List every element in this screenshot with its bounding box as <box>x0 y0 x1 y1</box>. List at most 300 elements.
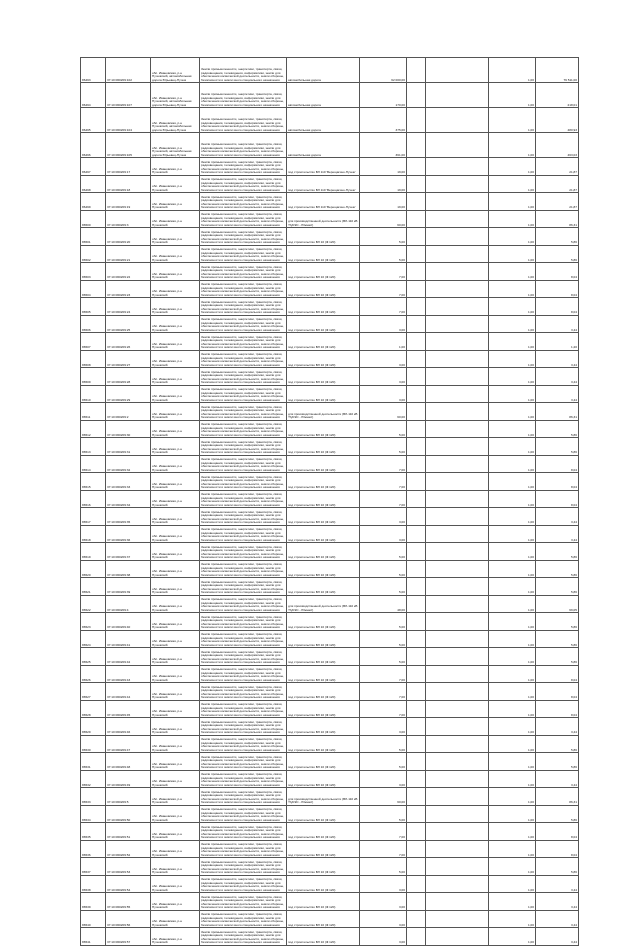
permitted-use-cell: под строительство ВЛ 10 (Ф 120) <box>287 385 360 403</box>
coefficient-cell: 1,00 <box>489 403 536 421</box>
row-number-cell: 86494 <box>81 83 106 108</box>
empty-cell <box>426 578 489 596</box>
row-number-cell: 86527 <box>81 683 106 701</box>
land-category-cell: Земли промышленности, энергетики, транспорта, связи, радиовещания, телевидения, информатики, земли для обеспечения космической деятельности, земли обороны, безопасности и земли иного специального назначения <box>200 700 287 718</box>
empty-cell <box>407 665 426 683</box>
empty-cell <box>407 420 426 438</box>
empty-cell <box>426 910 489 928</box>
cadastral-number-cell: 37:10:060209:36 <box>106 525 151 543</box>
coefficient-cell: 1,00 <box>489 333 536 351</box>
address-cell: обл. Ивановская, р-н Пучежский <box>151 560 200 578</box>
land-category-cell: Земли промышленности, энергетики, транспорта, связи, радиовещания, телевидения, информатики, земли для обеспечения космической деятельности, земли обороны, безопасности и земли иного специального назначения <box>200 770 287 788</box>
table-row <box>81 333 579 351</box>
address-cell: обл. Ивановская, р-н Пучежский <box>151 333 200 351</box>
row-number-cell: 86530 <box>81 735 106 753</box>
cadastral-number-cell: 37:10:060209:43 <box>106 665 151 683</box>
empty-cell <box>426 683 489 701</box>
table-row <box>81 770 579 788</box>
total-value-cell: 5,86 <box>536 578 579 596</box>
table-body <box>81 58 579 946</box>
cadastral-number-cell: 37:10:060209:42 <box>106 648 151 666</box>
land-category-cell: Земли промышленности, энергетики, транспорта, связи, радиовещания, телевидения, информатики, земли для обеспечения космической деятельности, земли обороны, безопасности и земли иного специального назначения <box>200 83 287 108</box>
table-row <box>81 928 579 946</box>
land-category-cell: Земли промышленности, энергетики, транспорта, связи, радиовещания, телевидения, информатики, земли для обеспечения космической деятельности, земли обороны, безопасности и земли иного специального назначения <box>200 175 287 193</box>
land-category-cell: Земли промышленности, энергетики, транспорта, связи, радиовещания, телевидения, информатики, земли для обеспечения космической деятельности, земли обороны, безопасности и земли иного специального назначения <box>200 350 287 368</box>
area-cell: 5,00 <box>360 560 407 578</box>
coefficient-cell: 1,00 <box>489 263 536 281</box>
cadastral-number-cell: 37:10:060209:44 <box>106 683 151 701</box>
empty-cell <box>426 543 489 561</box>
row-number-cell: 86539 <box>81 893 106 911</box>
land-category-cell: Земли промышленности, энергетики, транспорта, связи, радиовещания, телевидения, информатики, земли для обеспечения космической деятельности, земли обороны, безопасности и земли иного специального назначения <box>200 58 287 83</box>
total-value-cell: 5,86 <box>536 735 579 753</box>
land-category-cell: Земли промышленности, энергетики, транспорта, связи, радиовещания, телевидения, информатики, земли для обеспечения космической деятельности, земли обороны, безопасности и земли иного специального назначения <box>200 840 287 858</box>
coefficient-cell: 1,00 <box>489 578 536 596</box>
address-cell: обл. Ивановская, р-н Пучежский <box>151 788 200 806</box>
permitted-use-cell: под строительство ВЛ 10 (Ф 120) <box>287 805 360 823</box>
area-cell: 3,00 <box>360 893 407 911</box>
coefficient-cell: 1,00 <box>489 753 536 771</box>
address-cell: обл. Ивановская, р-н Пучежский, автомобильная дорога Юрьевец-Пучеж <box>151 133 200 158</box>
empty-cell <box>407 473 426 491</box>
empty-cell <box>426 298 489 316</box>
coefficient-cell: 1,00 <box>489 133 536 158</box>
permitted-use-cell: под строительство ВЛ 10 (Ф 120) <box>287 228 360 246</box>
empty-cell <box>407 718 426 736</box>
area-cell: 7,00 <box>360 823 407 841</box>
land-category-cell: Земли промышленности, энергетики, транспорта, связи, радиовещания, телевидения, информатики, земли для обеспечения космической деятельности, земли обороны, безопасности и земли иного специального назначения <box>200 910 287 928</box>
row-number-cell: 86516 <box>81 490 106 508</box>
area-cell: 60,00 <box>360 210 407 228</box>
area-cell: 361,00 <box>360 133 407 158</box>
address-cell: обл. Ивановская, р-н Пучежский <box>151 158 200 176</box>
area-cell: 3,00 <box>360 508 407 526</box>
cadastral-number-cell: 37:10:060209:53 <box>106 858 151 876</box>
empty-cell <box>426 700 489 718</box>
cadastral-number-cell: 37:10:060209:4 <box>106 595 151 613</box>
empty-cell <box>407 788 426 806</box>
total-value-cell: 3,44 <box>536 718 579 736</box>
empty-cell <box>407 490 426 508</box>
cadastral-number-cell: 37:10:060209:25 <box>106 315 151 333</box>
area-cell: 5,00 <box>360 753 407 771</box>
address-cell: обл. Ивановская, р-н Пучежский, автомобильная дорога Юрьевец-Пучеж <box>151 108 200 133</box>
address-cell: обл. Ивановская, р-н Пучежский <box>151 385 200 403</box>
area-cell: 7,00 <box>360 280 407 298</box>
cadastral-number-cell: 37:10:060209:18 <box>106 175 151 193</box>
land-category-cell: Земли промышленности, энергетики, транспорта, связи, радиовещания, телевидения, информатики, земли для обеспечения космической деятельности, земли обороны, безопасности и земли иного специального назначения <box>200 403 287 421</box>
empty-cell <box>426 263 489 281</box>
permitted-use-cell: под строительство ВЛ 10 (Ф 120) <box>287 770 360 788</box>
area-cell: 7,00 <box>360 665 407 683</box>
land-category-cell: Земли промышленности, энергетики, транспорта, связи, радиовещания, телевидения, информатики, земли для обеспечения космической деятельности, земли обороны, безопасности и земли иного специального назначения <box>200 385 287 403</box>
area-cell: 5,00 <box>360 245 407 263</box>
cadastral-number-cell: 37:10:060209:45 <box>106 700 151 718</box>
empty-cell <box>407 525 426 543</box>
total-value-cell: 5,86 <box>536 805 579 823</box>
area-cell: 7,00 <box>360 298 407 316</box>
empty-cell <box>407 403 426 421</box>
land-plot-table <box>80 57 577 946</box>
empty-cell <box>407 840 426 858</box>
land-category-cell: Земли промышленности, энергетики, транспорта, связи, радиовещания, телевидения, информатики, земли для обеспечения космической деятельности, земли обороны, безопасности и земли иного специального назначения <box>200 508 287 526</box>
empty-cell <box>407 280 426 298</box>
empty-cell <box>407 805 426 823</box>
coefficient-cell: 1,00 <box>489 193 536 211</box>
address-cell: обл. Ивановская, р-н Пучежский <box>151 368 200 386</box>
empty-cell <box>407 263 426 281</box>
area-cell: 7,00 <box>360 455 407 473</box>
empty-cell <box>407 700 426 718</box>
cadastral-number-cell: 37:10:060209:49 <box>106 770 151 788</box>
land-category-cell: Земли промышленности, энергетики, транспорта, связи, радиовещания, телевидения, информатики, земли для обеспечения космической деятельности, земли обороны, безопасности и земли иного специального назначения <box>200 245 287 263</box>
permitted-use-cell: под строительство ВЛ 10 (Ф 120) <box>287 665 360 683</box>
permitted-use-cell: под строительство ВЛ 10 (Ф 120) <box>287 473 360 491</box>
row-number-cell: 86506 <box>81 315 106 333</box>
empty-cell <box>426 58 489 83</box>
table-row <box>81 700 579 718</box>
cadastral-number-cell: 37:10:060209:21 <box>106 245 151 263</box>
land-category-cell: Земли промышленности, энергетики, транспорта, связи, радиовещания, телевидения, информатики, земли для обеспечения космической деятельности, земли обороны, безопасности и земли иного специального назначения <box>200 928 287 946</box>
empty-cell <box>426 333 489 351</box>
coefficient-cell: 1,00 <box>489 788 536 806</box>
address-cell: обл. Ивановская, р-н Пучежский <box>151 735 200 753</box>
address-cell: обл. Ивановская, р-н Пучежский <box>151 245 200 263</box>
area-cell: 7,00 <box>360 490 407 508</box>
land-category-cell: Земли промышленности, энергетики, транспорта, связи, радиовещания, телевидения, информатики, земли для обеспечения космической деятельности, земли обороны, безопасности и земли иного специального назначения <box>200 133 287 158</box>
land-category-cell: Земли промышленности, энергетики, транспорта, связи, радиовещания, телевидения, информатики, земли для обеспечения космической деятельности, земли обороны, безопасности и земли иного специального назначения <box>200 368 287 386</box>
land-category-cell: Земли промышленности, энергетики, транспорта, связи, радиовещания, телевидения, информатики, земли для обеспечения космической деятельности, земли обороны, безопасности и земли иного специального назначения <box>200 665 287 683</box>
permitted-use-cell: для производственной деятельности (ВЛ-110 кВ 'ПуКЭС - Южная') <box>287 788 360 806</box>
empty-cell <box>407 83 426 108</box>
cadastral-number-cell: 37:10:060209:46 <box>106 718 151 736</box>
empty-cell <box>407 893 426 911</box>
table-row <box>81 298 579 316</box>
coefficient-cell: 1,00 <box>489 315 536 333</box>
permitted-use-cell: под строительство ВЛ 10 (Ф 120) <box>287 368 360 386</box>
land-category-cell: Земли промышленности, энергетики, транспорта, связи, радиовещания, телевидения, информатики, земли для обеспечения космической деятельности, земли обороны, безопасности и земли иного специального назначения <box>200 683 287 701</box>
cadastral-number-cell: 37:10:060209:38 <box>106 560 151 578</box>
row-number-cell: 86498 <box>81 175 106 193</box>
empty-cell <box>407 315 426 333</box>
area-cell: 5,00 <box>360 630 407 648</box>
empty-cell <box>426 228 489 246</box>
total-value-cell: 69,05 <box>536 595 579 613</box>
coefficient-cell: 1,00 <box>489 630 536 648</box>
area-cell: 62 000,00 <box>360 58 407 83</box>
coefficient-cell: 1,00 <box>489 158 536 176</box>
empty-cell <box>407 735 426 753</box>
permitted-use-cell: под строительство ВЛ 10 (Ф 120) <box>287 333 360 351</box>
table-row <box>81 490 579 508</box>
table-row <box>81 858 579 876</box>
permitted-use-cell: под строительство ВЛ 10 (Ф 120) <box>287 315 360 333</box>
row-number-cell: 86493 <box>81 58 106 83</box>
area-cell: 60,00 <box>360 788 407 806</box>
area-cell: 3,00 <box>360 910 407 928</box>
table-row <box>81 753 579 771</box>
row-number-cell: 86528 <box>81 700 106 718</box>
total-value-cell: 5,86 <box>536 245 579 263</box>
coefficient-cell: 1,00 <box>489 210 536 228</box>
row-number-cell: 86537 <box>81 858 106 876</box>
total-value-cell: 3,44 <box>536 315 579 333</box>
area-cell: 3,00 <box>360 368 407 386</box>
empty-cell <box>426 508 489 526</box>
permitted-use-cell: для производственной деятельности (ВЛ-110 кВ 'ПуКЭС - Южная') <box>287 595 360 613</box>
empty-cell <box>426 718 489 736</box>
empty-cell <box>407 133 426 158</box>
total-value-cell: 3,44 <box>536 385 579 403</box>
empty-cell <box>426 840 489 858</box>
land-category-cell: Земли промышленности, энергетики, транспорта, связи, радиовещания, телевидения, информатики, земли для обеспечения космической деятельности, земли обороны, безопасности и земли иного специального назначения <box>200 858 287 876</box>
land-category-cell: Земли промышленности, энергетики, транспорта, связи, радиовещания, телевидения, информатики, земли для обеспечения космической деятельности, земли обороны, безопасности и земли иного специального назначения <box>200 560 287 578</box>
table-row <box>81 263 579 281</box>
permitted-use-cell: под строительство ВЛ 10 (Ф 120) <box>287 438 360 456</box>
coefficient-cell: 1,00 <box>489 840 536 858</box>
empty-cell <box>407 245 426 263</box>
row-number-cell: 86501 <box>81 228 106 246</box>
empty-cell <box>426 368 489 386</box>
table-row <box>81 403 579 421</box>
empty-cell <box>426 385 489 403</box>
table-row <box>81 613 579 631</box>
permitted-use-cell: под строительство ВЛ 10 (Ф 120) <box>287 298 360 316</box>
row-number-cell: 86495 <box>81 108 106 133</box>
row-number-cell: 86536 <box>81 840 106 858</box>
cadastral-number-cell: 37:10:060209:48 <box>106 753 151 771</box>
area-cell: 48,00 <box>360 595 407 613</box>
empty-cell <box>426 350 489 368</box>
area-cell: 5,00 <box>360 228 407 246</box>
land-category-cell: Земли промышленности, энергетики, транспорта, связи, радиовещания, телевидения, информатики, земли для обеспечения космической деятельности, земли обороны, безопасности и земли иного специального назначения <box>200 875 287 893</box>
row-number-cell: 86512 <box>81 420 106 438</box>
cadastral-number-cell: 37:10:060209:107 <box>106 83 151 108</box>
coefficient-cell: 1,00 <box>489 298 536 316</box>
cadastral-number-cell: 37:10:060209:57 <box>106 928 151 946</box>
cadastral-number-cell: 37:10:060209:31 <box>106 438 151 456</box>
total-value-cell: 3,44 <box>536 508 579 526</box>
row-number-cell: 86497 <box>81 158 106 176</box>
total-value-cell: 3,44 <box>536 875 579 893</box>
empty-cell <box>407 108 426 133</box>
coefficient-cell: 1,00 <box>489 543 536 561</box>
land-category-cell: Земли промышленности, энергетики, транспорта, связи, радиовещания, телевидения, информатики, земли для обеспечения космической деятельности, земли обороны, безопасности и земли иного специального назначения <box>200 630 287 648</box>
address-cell: обл. Ивановская, р-н Пучежский <box>151 613 200 631</box>
address-cell: обл. Ивановская, р-н Пучежский <box>151 210 200 228</box>
empty-cell <box>407 928 426 946</box>
land-category-cell: Земли промышленности, энергетики, транспорта, связи, радиовещания, телевидения, информатики, земли для обеспечения космической деятельности, земли обороны, безопасности и земли иного специального назначения <box>200 193 287 211</box>
address-cell: обл. Ивановская, р-н Пучежский <box>151 665 200 683</box>
cadastral-number-cell: 37:10:060209:104 <box>106 108 151 133</box>
address-cell: обл. Ивановская, р-н Пучежский <box>151 263 200 281</box>
table-row <box>81 420 579 438</box>
cadastral-number-cell: 37:10:060209:54 <box>106 875 151 893</box>
cadastral-number-cell: 37:10:060209:56 <box>106 910 151 928</box>
address-cell: обл. Ивановская, р-н Пучежский <box>151 910 200 928</box>
land-category-cell: Земли промышленности, энергетики, транспорта, связи, радиовещания, телевидения, информатики, земли для обеспечения космической деятельности, земли обороны, безопасности и земли иного специального назначения <box>200 280 287 298</box>
row-number-cell: 86524 <box>81 630 106 648</box>
total-value-cell: 3,44 <box>536 928 579 946</box>
land-category-cell: Земли промышленности, энергетики, транспорта, связи, радиовещания, телевидения, информатики, земли для обеспечения космической деятельности, земли обороны, безопасности и земли иного специального назначения <box>200 455 287 473</box>
empty-cell <box>426 315 489 333</box>
table-row <box>81 525 579 543</box>
total-value-cell: 5,86 <box>536 630 579 648</box>
cadastral-number-cell: 37:10:060209:33 <box>106 473 151 491</box>
area-cell: 170,00 <box>360 83 407 108</box>
address-cell: обл. Ивановская, р-н Пучежский <box>151 298 200 316</box>
table-row <box>81 718 579 736</box>
land-category-cell: Земли промышленности, энергетики, транспорта, связи, радиовещания, телевидения, информатики, земли для обеспечения космической деятельности, земли обороны, безопасности и земли иного специального назначения <box>200 735 287 753</box>
empty-cell <box>407 770 426 788</box>
empty-cell <box>407 613 426 631</box>
permitted-use-cell: под строительство ВЛ 10 (Ф 120) <box>287 858 360 876</box>
cadastral-number-cell: 37:10:060209:50 <box>106 805 151 823</box>
empty-cell <box>426 490 489 508</box>
land-category-cell: Земли промышленности, энергетики, транспорта, связи, радиовещания, телевидения, информатики, земли для обеспечения космической деятельности, земли обороны, безопасности и земли иного специального назначения <box>200 333 287 351</box>
coefficient-cell: 1,00 <box>489 83 536 108</box>
table-row <box>81 210 579 228</box>
total-value-cell: 86,31 <box>536 788 579 806</box>
land-category-cell: Земли промышленности, энергетики, транспорта, связи, радиовещания, телевидения, информатики, земли для обеспечения космической деятельности, земли обороны, безопасности и земли иного специального назначения <box>200 578 287 596</box>
land-category-cell: Земли промышленности, энергетики, транспорта, связи, радиовещания, телевидения, информатики, земли для обеспечения космической деятельности, земли обороны, безопасности и земли иного специального назначения <box>200 753 287 771</box>
address-cell: обл. Ивановская, р-н Пучежский <box>151 175 200 193</box>
empty-cell <box>407 193 426 211</box>
cadastral-number-cell: 37:10:060209:30 <box>106 420 151 438</box>
row-number-cell: 86509 <box>81 368 106 386</box>
coefficient-cell: 1,00 <box>489 735 536 753</box>
address-cell: обл. Ивановская, р-н Пучежский <box>151 928 200 946</box>
coefficient-cell: 1,00 <box>489 613 536 631</box>
table-row <box>81 683 579 701</box>
cadastral-number-cell: 37:10:060209:52 <box>106 840 151 858</box>
total-value-cell: 86,31 <box>536 403 579 421</box>
area-cell: 5,00 <box>360 805 407 823</box>
land-category-cell: Земли промышленности, энергетики, транспорта, связи, радиовещания, телевидения, информатики, земли для обеспечения космической деятельности, земли обороны, безопасности и земли иного специального назначения <box>200 788 287 806</box>
permitted-use-cell: под строительство ВЛ 10 (Ф 120) <box>287 420 360 438</box>
cadastral-number-cell: 37:10:060209:20 <box>106 228 151 246</box>
permitted-use-cell: под строительство ВЛ 110 'Верещагино-Пучеж' <box>287 158 360 176</box>
area-cell: 7,00 <box>360 683 407 701</box>
row-number-cell: 86538 <box>81 875 106 893</box>
empty-cell <box>426 473 489 491</box>
area-cell: 5,00 <box>360 438 407 456</box>
address-cell: обл. Ивановская, р-н Пучежский <box>151 350 200 368</box>
address-cell: обл. Ивановская, р-н Пучежский <box>151 893 200 911</box>
coefficient-cell: 1,00 <box>489 700 536 718</box>
total-value-cell: 5,86 <box>536 858 579 876</box>
row-number-cell: 86526 <box>81 665 106 683</box>
empty-cell <box>426 403 489 421</box>
table-row <box>81 315 579 333</box>
coefficient-cell: 1,00 <box>489 928 536 946</box>
address-cell: обл. Ивановская, р-н Пучежский <box>151 840 200 858</box>
empty-cell <box>426 770 489 788</box>
coefficient-cell: 1,00 <box>489 875 536 893</box>
cadastral-number-cell: 37:10:060209:17 <box>106 158 151 176</box>
row-number-cell: 86517 <box>81 508 106 526</box>
empty-cell <box>426 280 489 298</box>
coefficient-cell: 1,00 <box>489 490 536 508</box>
cadastral-number-cell: 37:10:060209:32 <box>106 455 151 473</box>
empty-cell <box>426 595 489 613</box>
address-cell: обл. Ивановская, р-н Пучежский, автомобильная дорога Юрьевец-Пучеж <box>151 83 200 108</box>
total-value-cell: 8,04 <box>536 455 579 473</box>
row-number-cell: 86535 <box>81 823 106 841</box>
total-value-cell: 8,04 <box>536 665 579 683</box>
cadastral-number-cell: 37:10:060209:51 <box>106 823 151 841</box>
table-row <box>81 158 579 176</box>
coefficient-cell: 1,00 <box>489 368 536 386</box>
area-cell: 3,00 <box>360 718 407 736</box>
table-row <box>81 108 579 133</box>
table-row <box>81 133 579 158</box>
row-number-cell: 86496 <box>81 133 106 158</box>
permitted-use-cell: под строительство ВЛ 10 (Ф 120) <box>287 525 360 543</box>
table-row <box>81 648 579 666</box>
address-cell: обл. Ивановская, р-н Пучежский <box>151 648 200 666</box>
total-value-cell: 8,04 <box>536 473 579 491</box>
total-value-cell: 8,04 <box>536 700 579 718</box>
permitted-use-cell: автомобильная дорога <box>287 133 360 158</box>
address-cell: обл. Ивановская, р-н Пучежский <box>151 403 200 421</box>
coefficient-cell: 1,00 <box>489 455 536 473</box>
area-cell: 5,00 <box>360 613 407 631</box>
empty-cell <box>407 630 426 648</box>
permitted-use-cell: под строительство ВЛ 10 (Ф 120) <box>287 543 360 561</box>
coefficient-cell: 1,00 <box>489 683 536 701</box>
empty-cell <box>426 175 489 193</box>
coefficient-cell: 1,00 <box>489 228 536 246</box>
area-cell: 3,00 <box>360 875 407 893</box>
area-cell: 5,00 <box>360 858 407 876</box>
permitted-use-cell: под строительство ВЛ 10 (Ф 120) <box>287 875 360 893</box>
cadastral-number-cell: 37:10:060209:39 <box>106 578 151 596</box>
total-value-cell: 8,04 <box>536 683 579 701</box>
row-number-cell: 86540 <box>81 910 106 928</box>
cadastral-number-cell: 37:10:060209:105 <box>106 133 151 158</box>
address-cell: обл. Ивановская, р-н Пучежский <box>151 455 200 473</box>
area-cell: 375,00 <box>360 108 407 133</box>
register-table <box>80 57 579 946</box>
empty-cell <box>407 875 426 893</box>
table-row <box>81 473 579 491</box>
cadastral-number-cell: 37:10:060209:23 <box>106 280 151 298</box>
table-row <box>81 543 579 561</box>
empty-cell <box>426 875 489 893</box>
total-value-cell: 5,86 <box>536 438 579 456</box>
empty-cell <box>407 298 426 316</box>
total-value-cell: 8,04 <box>536 280 579 298</box>
coefficient-cell: 1,00 <box>489 473 536 491</box>
cadastral-number-cell: 37:10:060209:47 <box>106 735 151 753</box>
empty-cell <box>426 630 489 648</box>
address-cell: обл. Ивановская, р-н Пучежский <box>151 543 200 561</box>
row-number-cell: 86525 <box>81 648 106 666</box>
coefficient-cell: 1,00 <box>489 560 536 578</box>
address-cell: обл. Ивановская, р-н Пучежский <box>151 858 200 876</box>
cadastral-number-cell: 37:10:060209:41 <box>106 630 151 648</box>
empty-cell <box>426 455 489 473</box>
land-category-cell: Земли промышленности, энергетики, транспорта, связи, радиовещания, телевидения, информатики, земли для обеспечения космической деятельности, земли обороны, безопасности и земли иного специального назначения <box>200 420 287 438</box>
area-cell: 19,00 <box>360 193 407 211</box>
row-number-cell: 86504 <box>81 280 106 298</box>
table-row <box>81 508 579 526</box>
permitted-use-cell: под строительство ВЛ 10 (Ф 120) <box>287 630 360 648</box>
address-cell: обл. Ивановская, р-н Пучежский <box>151 683 200 701</box>
permitted-use-cell: под строительство ВЛ 10 (Ф 120) <box>287 613 360 631</box>
land-category-cell: Земли промышленности, энергетики, транспорта, связи, радиовещания, телевидения, информатики, земли для обеспечения космической деятельности, земли обороны, безопасности и земли иного специального назначения <box>200 108 287 133</box>
